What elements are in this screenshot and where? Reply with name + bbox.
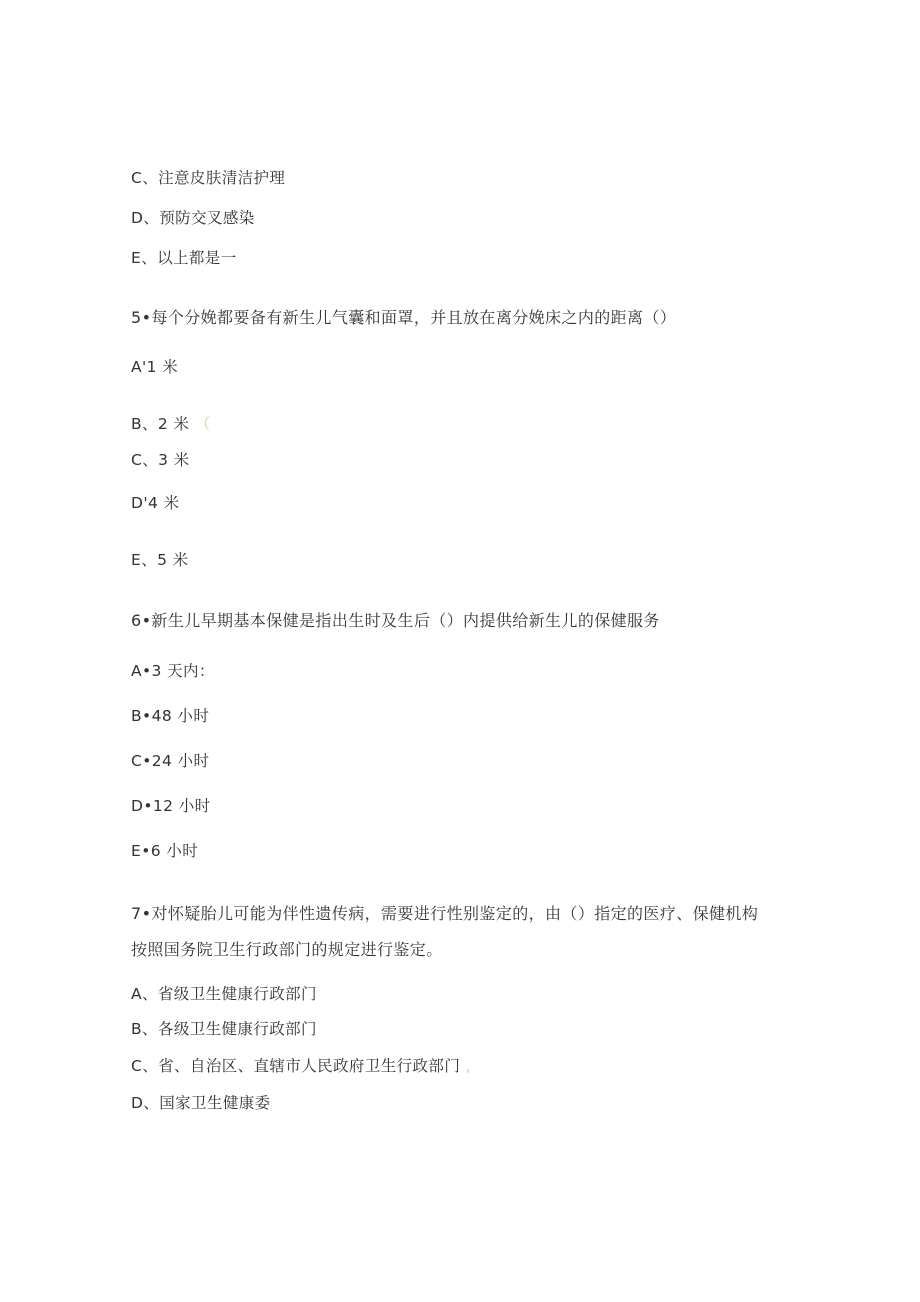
- q7-option-c-text: C、省、自治区、直辖市人民政府卫生行政部门: [131, 1057, 461, 1075]
- q5-option-d: D'4 米: [131, 494, 180, 512]
- q5-option-a: A'1 米: [131, 358, 179, 376]
- q6-option-a: A•3 天内：: [131, 662, 215, 680]
- q6-option-d: D•12 小时: [131, 797, 211, 815]
- q6-option-b: B•48 小时: [131, 707, 210, 725]
- q5-option-b-text: B、2 米: [131, 415, 190, 433]
- q5-option-b: [131, 414, 211, 434]
- q7-stem-line-1: 7•对怀疑胎儿可能为伴性遗传病，需要进行性别鉴定的，由（）指定的医疗、保健机构: [131, 904, 759, 923]
- q7-option-b: B、各级卫生健康行政部门: [131, 1020, 317, 1038]
- q6-option-c: C•24 小时: [131, 752, 210, 770]
- q7-stem-line-2: 按照国务院卫生行政部门的规定进行鉴定。: [131, 940, 443, 959]
- q7-option-c: [131, 1056, 471, 1076]
- q4-option-e: E、以上都是一: [131, 249, 237, 267]
- q6-option-e: E•6 小时: [131, 842, 199, 860]
- q7-option-d: D、国家卫生健康委: [131, 1094, 271, 1112]
- q7-option-a: A、省级卫生健康行政部门: [131, 985, 317, 1003]
- stray-mark: ,: [465, 1057, 471, 1075]
- stray-mark: （: [194, 415, 211, 433]
- q4-option-d: D、预防交叉感染: [131, 209, 255, 227]
- q5-option-c: C、3 米: [131, 451, 190, 469]
- q4-option-c: C、注意皮肤清洁护理: [131, 169, 286, 187]
- q5-stem: 5•每个分娩都要备有新生儿气囊和面罩，并且放在离分娩床之内的距离（）: [131, 308, 677, 327]
- q5-option-e: E、5 米: [131, 551, 189, 569]
- q6-stem: 6•新生儿早期基本保健是指出生时及生后（）内提供给新生儿的保健服务: [131, 611, 660, 630]
